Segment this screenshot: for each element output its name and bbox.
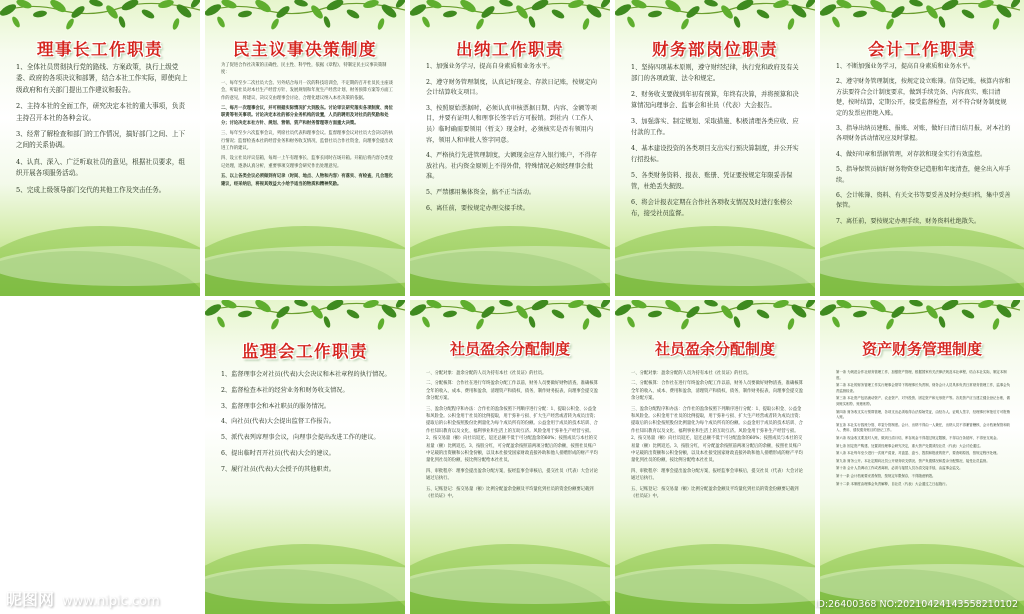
leaf-icon xyxy=(835,300,852,310)
leaf-icon xyxy=(325,0,345,12)
poster-panel xyxy=(0,0,200,296)
leaf-icon xyxy=(15,0,32,10)
panel-paragraph: 4、认真、深入、广泛听取社员的意见，根据社员要求，组织开展各项服务活动。 xyxy=(16,157,186,178)
panel-paragraph: 1、不断加强业务学习，提高自身素质和业务水平。 xyxy=(836,63,974,70)
panel-paragraph: 二、每月一次理事会议，并可根据实际情况扩大到股东。讨论审议研究落实各项制度、岗位职责等有关事项。讨论决定本社的部分业务机构的设置，人员的聘用及对社员的奖励和处分；讨论决定本社方针、规划、营销、资产和财务管理等方面重大决策。 xyxy=(221,106,393,126)
leaf-icon xyxy=(550,308,565,320)
leaf-icon xyxy=(475,17,486,30)
panel-title: 理事长工作职责 xyxy=(37,40,163,59)
leaf-icon xyxy=(703,0,718,8)
leaf-icon xyxy=(11,15,22,28)
panel-paragraph: 第四条 财务收支实行预算管理，各项支出必须取得合法原始凭证，由经办人、证明人签字，经理事长审批后方可报销入账。 xyxy=(836,409,1010,420)
leaf-icon xyxy=(960,8,975,20)
leaf-icon xyxy=(216,15,227,28)
poster-panel xyxy=(820,0,1024,296)
leaf-icon xyxy=(786,17,795,30)
leaf-icon xyxy=(293,300,308,308)
panel-paragraph: 第十二条 本制度由理事会负责解释，自社员（代表）大会通过之日起施行。 xyxy=(836,481,949,486)
leaf-icon xyxy=(205,302,223,318)
panel-paragraph: 4、做好印章和票据管理，对存款和现金实行有效监控。 xyxy=(836,150,987,158)
leaf-icon xyxy=(648,310,663,319)
leaf-icon xyxy=(663,300,682,314)
leaf-icon xyxy=(421,315,432,328)
panel-paragraph: 1、监督理事会对社员(代表)大会决议和本社章程的执行情况。 xyxy=(221,371,391,378)
leaf-icon xyxy=(755,8,770,20)
leaf-icon xyxy=(117,15,126,28)
panel-paragraph: 三、盈余分配程序和办法：合作社的盈余按照下列顺序进行分配：1、提取公积金、公益金和风险金。公积金用于社员的比例提取，用于弥补亏损、扩大生产经营或者转为成员出资；提取后的公积金按照股份比例量化为每个成员所有的份额。公益金用于成员的技术培训、合作社知识教育以及文化、福利事业和生活上的互助互济。风险金用于弥补生产经营亏损。2、按交易量（额）向社员返还，返还总额不低于可分配盈余的60%；按照成员与本社的交易量（额）比例返还。3、按股分红，可分配盈余按照前两项分配后的余额，按照社员账户中记载的出资额和公积金份额，以及本社接受国家财政直接补助和他人捐赠形成的财产平均量化到社员的份额，按比例分配给本社社员。 xyxy=(631,406,803,464)
leaf-icon xyxy=(205,2,223,18)
leaf-icon xyxy=(630,0,647,10)
panel-paragraph: 5、严禁挪用集体资金，搞不正当活动。 xyxy=(426,188,536,196)
poster-panel xyxy=(615,300,815,614)
panel-paragraph: 五、以上各类会议必须做到有记录（时间、地点、人物和内容）有落实、有检查，凡合理化建议，经采纳后，将视其效益大小给予适当的物质和精神奖励。 xyxy=(221,174,393,187)
panel-paragraph: 为了促进合作社决策的正确性、民主性、科学性，依据《章程》，特制定民主议事决策制度： xyxy=(221,63,387,76)
panel-paragraph: 2、监督检查本社的经营业务和财务收支情况。 xyxy=(221,386,349,394)
leaf-icon xyxy=(626,315,637,328)
leaf-icon xyxy=(732,15,741,28)
panel-paragraph: 三、盈余分配程序和办法：合作社的盈余按照下列顺序进行分配：1、提取公积金、公益金和风险金。公积金用于社员的比例提取，用于弥补亏损、扩大生产经营或者转为成员出资；提取后的公积金按照股份比例量化为每个成员所有的份额。公益金用于成员的技术培训、合作社知识教育以及文化、福利事业和生活上的互助互济。风险金用于弥补生产经营亏损。2、按交易量（额）向社员返还，返还总额不低于可分配盈余的60%；按照成员与本社的交易量（额）比例返还。3、按股分红，可分配盈余按照前两项分配后的余额，按照社员账户中记载的出资额和公积金份额，以及本社接受国家财政直接补助和他人捐赠形成的财产平均量化到社员的份额，按比例分配给本社社员。 xyxy=(426,406,598,464)
leaf-icon xyxy=(908,0,923,8)
leaf-icon xyxy=(530,0,550,12)
leaf-icon xyxy=(293,0,308,8)
leaf-icon xyxy=(238,10,253,19)
panel-paragraph: 6、会计帐簿、资料、有关文书等要妥善及时分类归档，集中妥善保管。 xyxy=(836,192,1011,210)
leaf-icon xyxy=(362,0,379,10)
panel-title: 会计工作职责 xyxy=(868,40,976,59)
leaf-icon xyxy=(885,17,896,30)
leaf-icon xyxy=(362,300,379,310)
panel-paragraph: 3、指导出纳员建账、报账、对账，做好日清日结月报，对本社的各项财务活动情况应及时掌握。 xyxy=(836,125,1011,143)
panel-paragraph: 二、分配核算：合作社在进行年终盈余分配工作以前，财务人员要做好财物清查，准确核算全年的收入、成本、费用和盈余，清理资产和债权、债务，制作财务报表，向理事会提交盈余分配方案。 xyxy=(426,381,598,402)
panel-paragraph: 5、各类财务资料、报表、账册、凭证要按规定年限妥善保管，杜绝丢失损毁。 xyxy=(631,172,793,190)
panel-paragraph: 第一条 为规范合作社财务管理工作，加强资产管理，根据国家有关法律法规及本社章程，结合本社实际，制定本制度。 xyxy=(836,370,1007,380)
leaf-icon xyxy=(937,15,946,28)
leaf-icon xyxy=(65,17,76,30)
leaf-icon xyxy=(581,17,590,30)
leaf-icon xyxy=(88,0,103,8)
leaf-icon xyxy=(527,15,536,28)
leaf-icon xyxy=(820,2,838,18)
leaf-icon xyxy=(380,302,399,320)
leaf-icon xyxy=(376,317,385,330)
panel-paragraph: 5、完成上级领导部门交代的其他工作及突击任务。 xyxy=(16,185,166,194)
leaf-icon xyxy=(940,0,960,12)
leaf-icon xyxy=(425,0,442,10)
panel-paragraph: 第九条 财务公开。本社定期向社员公开财务收支情况、资产负债情况和盈余分配情况，接受社员监督。 xyxy=(836,458,990,463)
leaf-icon xyxy=(220,300,237,310)
leaf-icon xyxy=(831,15,842,28)
panel-paragraph: 4、向社员(代表)大会提出监督工作报告。 xyxy=(221,418,335,426)
leaf-icon xyxy=(835,0,852,10)
panel-body xyxy=(836,370,1012,489)
poster-panel xyxy=(410,300,610,614)
leaf-icon xyxy=(937,315,946,328)
leaf-icon xyxy=(885,317,896,330)
leaf-icon xyxy=(443,10,458,19)
poster-panel xyxy=(205,300,405,614)
leaf-icon xyxy=(663,0,682,14)
leaf-icon xyxy=(626,15,637,28)
leaf-icon xyxy=(868,300,887,314)
panel-paragraph: 4、基本建设投资的各类项目支出实行预决算制度，并公开实行招投标。 xyxy=(631,145,799,163)
leaf-icon xyxy=(376,17,385,30)
leaf-icon xyxy=(270,317,281,330)
leaf-icon xyxy=(977,0,994,10)
panel-paragraph: 7、离任前，要按规定办理手续，财务资料杜绝散失。 xyxy=(836,217,981,225)
watermark-id: ID:26400368 NO:20210424143558210102 xyxy=(814,599,1018,610)
panel-paragraph: 一、分配对象：盈余分配的人员为持有本社《社员证》的社员。 xyxy=(426,371,547,376)
panel-paragraph: 7、履行社员(代表)大会授予的其他职责。 xyxy=(221,465,335,473)
panel-title: 财务部岗位职责 xyxy=(652,40,778,59)
panel-body xyxy=(426,370,598,504)
leaf-icon xyxy=(380,2,399,20)
panel-paragraph: 四、设立社员评议信箱，每周一上午有理事长、监事长同时在场开箱。开箱后将内容分类登记处理，逐条认真分析，重要事项交理事会研究作出处理意见。 xyxy=(221,156,393,169)
poster-panel xyxy=(410,0,610,296)
panel-paragraph: 一、每年至少二次社员大会。另外结合每月一次的科技培训会，不定期的召开社员民主座谈会，听取社员对本社生产经营方针、发展规划和年度生产经营计划、财务预算方案等方面工作的意见，将建议、决议交由理事会讨论，合理化建议纳入本社决策的依据。 xyxy=(221,80,393,101)
leaf-icon xyxy=(421,15,432,28)
panel-paragraph: 3、经常了解检查和部门的工作情况，搞好部门之间、上下之间的关系协调。 xyxy=(16,130,186,150)
panel-paragraph: 3、加强落实、制定规划、采取措施、积极清理各类应收、应付款的工作。 xyxy=(631,118,799,136)
leaf-icon xyxy=(995,2,1014,20)
panel-body xyxy=(16,62,188,201)
leaf-icon xyxy=(772,300,789,310)
leaf-icon xyxy=(995,302,1014,320)
leaf-icon xyxy=(270,17,281,30)
panel-paragraph: 1、坚持四项基本原则，遵守财经纪律，执行党和政府及有关部门的各项政策、法令和规定。 xyxy=(631,64,799,82)
leaf-icon xyxy=(703,300,718,308)
panel-paragraph: 第十条 会计人员调动工作或者离职，必须与接替人员办清交接手续，由监事会监交。 xyxy=(836,466,963,471)
panel-paragraph: 5、指导保管员搞好财务物资登记造册和年度清查，健全出入库手续。 xyxy=(836,166,1011,184)
panel-title: 社员盈余分配制度 xyxy=(654,340,775,358)
poster-panel xyxy=(615,0,815,296)
leaf-icon xyxy=(410,302,428,318)
watermark-logo-text: 昵图网 xyxy=(6,590,55,609)
panel-paragraph: 第八条 本社每年至少进行一次财产清查，对盘盈、盘亏、毁损和报废的资产，要查明原因，按规定程序处理。 xyxy=(836,451,1000,456)
leaf-icon xyxy=(220,0,237,10)
poster-panel xyxy=(205,0,405,296)
leaf-icon xyxy=(820,302,838,318)
panel-paragraph: 2、主持本社的全面工作，研究决定本社的重大事项，负责主持召开本社的各种会议。 xyxy=(16,102,186,122)
leaf-icon xyxy=(735,0,755,12)
panel-paragraph: 五、记账登记：按交易量（额）比例分配盈余金额及平均量化到社员的资金份额要记载到《社员证》中。 xyxy=(631,486,799,500)
leaf-icon xyxy=(120,0,140,12)
leaf-icon xyxy=(410,2,428,18)
leaf-icon xyxy=(498,300,513,308)
panel-paragraph: 2、遵守财务管理制度，按规定设立账簿。信贷记账，核算内容和方法要符合会计制度要求，做到手续完备、内容真实、账目清楚，按时结算，定期公开，接受监督检查，对不符合财务制度规定的发票应拒绝入账。 xyxy=(836,78,1011,117)
leaf-icon xyxy=(530,300,550,312)
panel-paragraph: 6、提出临时召开社员(代表)大会的建议。 xyxy=(221,449,335,457)
leaf-icon xyxy=(585,2,604,20)
leaf-icon xyxy=(585,302,604,320)
panel-paragraph: 6、将会计报表定期在合作社各项收支情况及时进行张榜公布，接受社员监督。 xyxy=(631,199,793,217)
leaf-icon xyxy=(630,300,647,310)
leaf-icon xyxy=(253,0,272,14)
panel-title: 出纳工作职责 xyxy=(456,40,564,59)
leaf-icon xyxy=(680,317,691,330)
leaf-icon xyxy=(772,0,789,10)
leaf-icon xyxy=(853,10,868,19)
panel-paragraph: 2、财务收支要做到年初有预算，年终有决算，并将预算和决算情况向理事会、监事会和社员（代表）大会报告。 xyxy=(631,91,799,109)
panel-paragraph: 四、审批程序：理事会提出盈余分配方案，报经监事会审核后，提交社员（代表）大会讨论通过后执行。 xyxy=(426,468,598,482)
leaf-icon xyxy=(425,300,442,310)
panel-paragraph: 第十一条 会计档案要妥善保管，按规定年限保存，不得随意销毁。 xyxy=(836,473,936,478)
leaf-icon xyxy=(140,8,155,20)
leaf-icon xyxy=(33,10,48,19)
panel-paragraph: 3、监督理事会和本社职员的服务情况。 xyxy=(221,402,331,410)
leaf-icon xyxy=(253,300,272,314)
panel-paragraph: 三、每年至少六次监事会议，列席社员代表和理事会议。监督理事会议对社员大会决议的执行情况；监督检查本社的经营业务和财务收支情况，监督社员合作社资金，向理事会提出改进工作的建议。 xyxy=(221,131,393,152)
leaf-icon xyxy=(853,310,868,319)
panel-body xyxy=(221,370,393,481)
leaf-icon xyxy=(735,300,755,312)
panel-paragraph: 6、离任前，要按规定办理交接手续。 xyxy=(426,204,529,212)
watermark-logo xyxy=(6,587,160,610)
leaf-icon xyxy=(581,317,590,330)
leaf-icon xyxy=(790,302,809,320)
watermark-url: www.nipic.com xyxy=(62,594,160,609)
panel-paragraph: 5、派代表列席理事会议，向理事会提出改进工作的建议。 xyxy=(221,434,380,442)
panel-paragraph: 第六条 现金收支要及时入账，做到日清月结，库存现金不得超过规定限额，不得以白条抵库，不得坐支现金。 xyxy=(836,435,1000,440)
leaf-icon xyxy=(458,0,477,14)
leaf-icon xyxy=(977,300,994,310)
leaf-icon xyxy=(615,302,633,318)
leaf-icon xyxy=(567,300,584,310)
leaf-icon xyxy=(991,17,1000,30)
leaf-icon xyxy=(238,310,253,319)
poster-panel xyxy=(820,300,1024,614)
leaf-icon xyxy=(216,315,227,328)
panel-title: 监理会工作职责 xyxy=(242,342,368,361)
leaf-icon xyxy=(940,300,960,312)
panel-body xyxy=(631,370,803,504)
panel-title: 民主议事决策制度 xyxy=(233,40,377,59)
panel-paragraph: 第五条 本社实行钱账分管、印鉴分管制度。会计、出纳不得由一人兼任，出纳人员不得兼管稽核、会计档案保管和收入、费用、债权债务账目的登记工作。 xyxy=(836,422,1010,433)
leaf-icon xyxy=(171,17,180,30)
leaf-icon xyxy=(322,315,331,328)
leaf-icon xyxy=(991,317,1000,330)
leaf-icon xyxy=(550,8,565,20)
leaf-icon xyxy=(680,17,691,30)
panel-paragraph: 1、加强业务学习，提高自身素质和业务水平。 xyxy=(426,63,554,70)
panel-paragraph: 五、记账登记：按交易量（额）比例分配盈余金额及平均量化到社员的资金份额要记载到《社员证》中。 xyxy=(426,486,594,500)
leaf-icon xyxy=(458,300,477,314)
leaf-icon xyxy=(615,2,633,18)
panel-title: 资产财务管理制度 xyxy=(861,340,982,358)
leaf-icon xyxy=(908,300,923,308)
leaf-icon xyxy=(443,310,458,319)
panel-body xyxy=(426,62,598,219)
leaf-icon xyxy=(648,10,663,19)
panel-paragraph: 四、审批程序：理事会提出盈余分配方案，报经监事会审核后，提交社员（代表）大会讨论通过后执行。 xyxy=(631,468,803,482)
panel-paragraph: 第二条 本社的财务管理工作实行理事会领导下的理事长负责制，财务会计人员具体负责日常财务管理工作，监事会负责监督检查。 xyxy=(836,383,1010,393)
leaf-icon xyxy=(345,308,360,320)
leaf-icon xyxy=(175,2,194,20)
leaf-icon xyxy=(790,2,809,20)
leaf-icon xyxy=(48,0,67,14)
leaf-icon xyxy=(157,0,174,10)
panel-paragraph: 第七条 固定资产购建、处置须经理事会研究决定，重大资产处置须经社员（代表）大会讨论通过。 xyxy=(836,443,983,448)
leaf-icon xyxy=(498,0,513,8)
leaf-icon xyxy=(732,315,741,328)
panel-title: 社员盈余分配制度 xyxy=(449,340,570,358)
panel-paragraph: 一、分配对象：盈余分配的人员为持有本社《社员证》的社员。 xyxy=(631,371,752,376)
leaf-icon xyxy=(345,8,360,20)
panel-paragraph: 2、遵守财务管理制度，认真记好现金、存款日记账，按规定向会计结算收支项目。 xyxy=(426,78,597,97)
leaf-icon xyxy=(960,308,975,320)
leaf-icon xyxy=(755,308,770,320)
panel-paragraph: 4、严格执行先进管理制度，大额现金应存入银行账户，不得存放社内。社内资金原则上不得外借，特殊情况必须经理事会批准。 xyxy=(426,152,597,181)
leaf-icon xyxy=(0,2,18,18)
leaf-icon xyxy=(786,317,795,330)
panel-paragraph: 二、分配核算：合作社在进行年终盈余分配工作以前，财务人员要做好财物清查，准确核算全年的收入、成本、费用和盈余，清理资产和债权、债务，制作财务报表，向理事会提交盈余分配方案。 xyxy=(631,381,803,402)
panel-body xyxy=(221,62,393,191)
panel-paragraph: 第三条 本社资产包括流动资产、农业资产、对外投资、固定资产和无形资产等。各类资产应当建立健全登记台账，做到账实相符、账账相符。 xyxy=(836,396,1010,406)
leaf-icon xyxy=(322,15,331,28)
panel-paragraph: 1、全体社员贯彻执行党的路线、方案政策，执行上级党委、政府的各项决议和部署，结合本社工作实际，即使向上级政府和有关部门提出工作建议和报告。 xyxy=(16,63,188,94)
leaf-icon xyxy=(868,0,887,14)
panel-paragraph: 3、按照原始票据时，必须认真审核票据日期、内容、金额等项目，并要有证明人和理事长签字后方可报销。到社内（工作人员）临时确需要领用（暂支）现金时，必须核实是否有领用内容，领用人和审批人签字同意。 xyxy=(426,104,597,144)
panel-body xyxy=(631,62,803,224)
leaf-icon xyxy=(325,300,345,312)
leaf-icon xyxy=(831,315,842,328)
leaf-icon xyxy=(567,0,584,10)
leaf-icon xyxy=(527,315,536,328)
panel-body xyxy=(836,62,1012,232)
leaf-icon xyxy=(475,317,486,330)
